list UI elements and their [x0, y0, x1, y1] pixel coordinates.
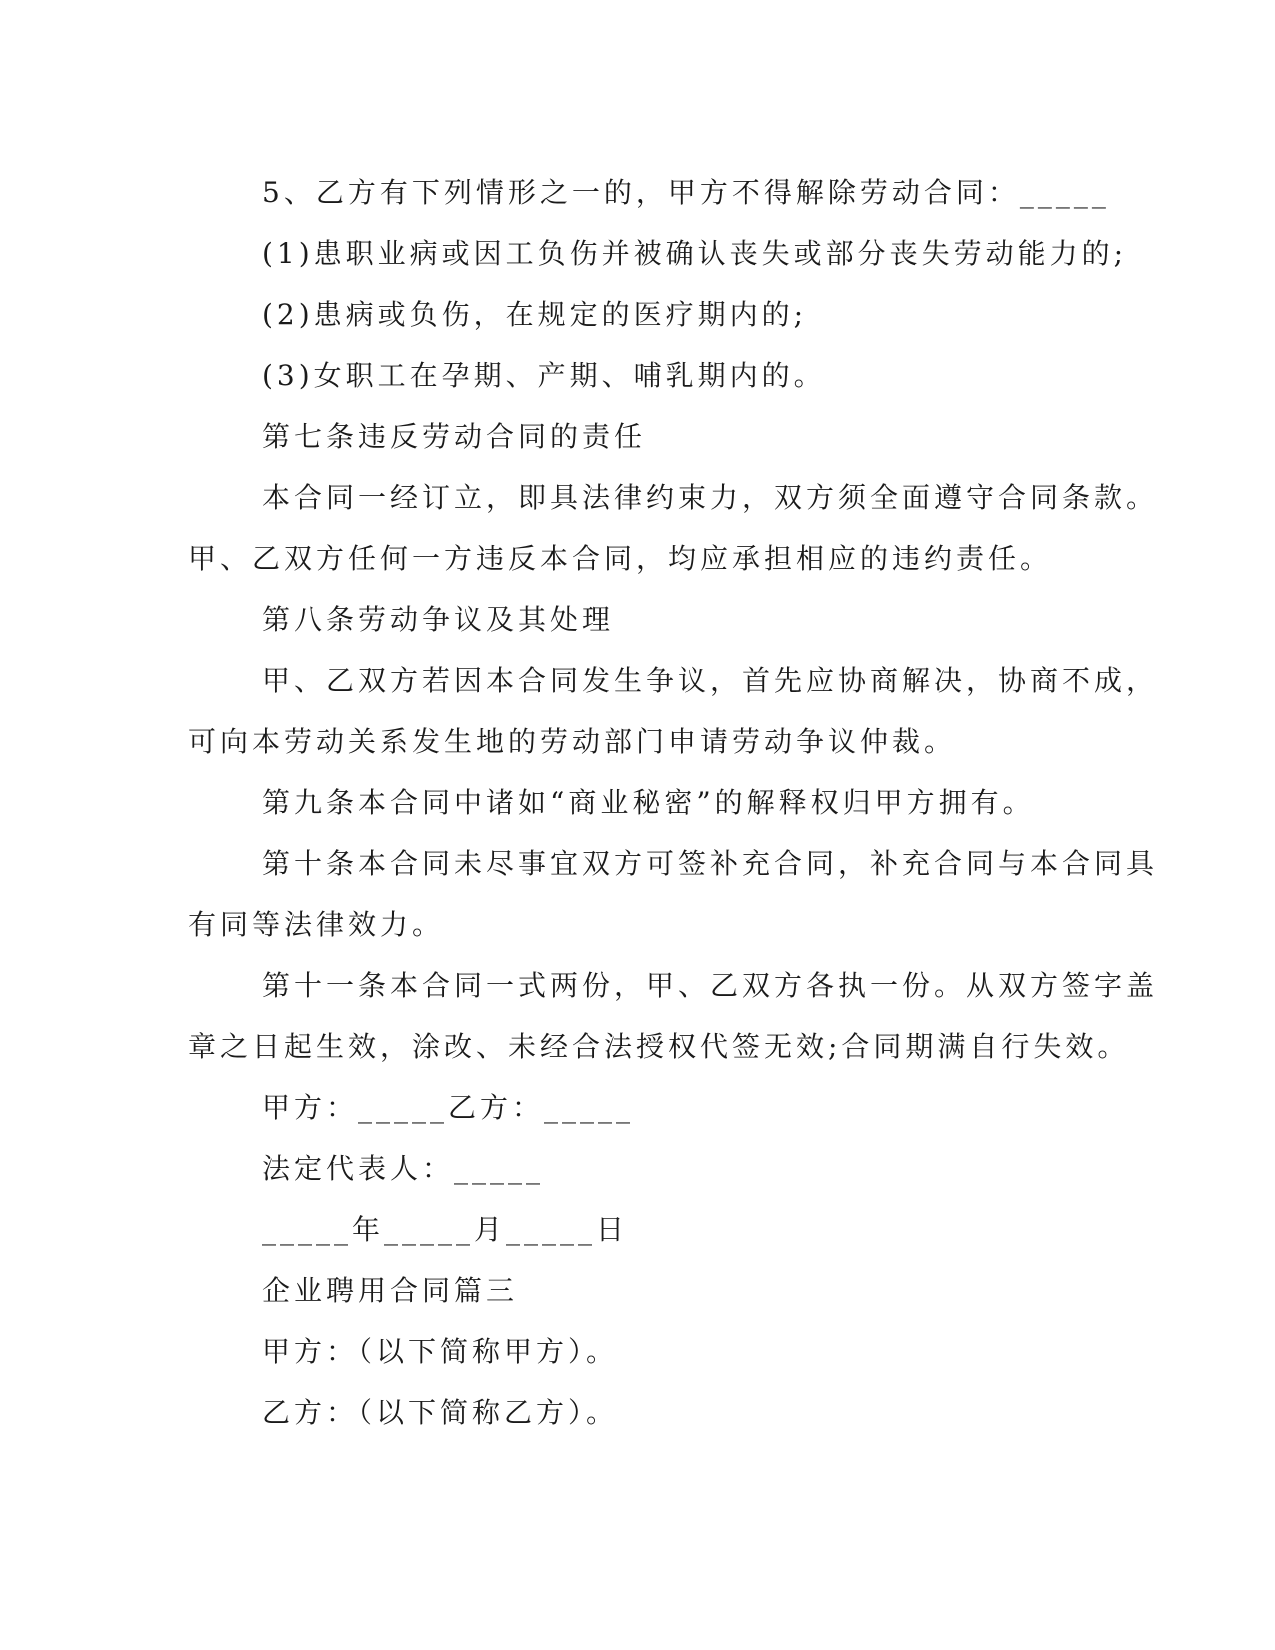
article-8-title: 第八条劳动争议及其处理: [262, 603, 615, 636]
party-b: 乙方：（以下简称乙方）。: [262, 1396, 619, 1429]
clause-5-item-1: (1)患职业病或因工负伤并被确认丧失或部分丧失劳动能力的;: [262, 237, 1128, 270]
signature-date: _____年_____月_____日: [262, 1213, 629, 1246]
article-9: 第九条本合同中诸如“商业秘密”的解释权归甲方拥有。: [262, 786, 1035, 819]
article-8-body-line-2: 可向本劳动关系发生地的劳动部门申请劳动争议仲裁。: [188, 725, 957, 758]
document-body: [188, 162, 1159, 1443]
clause-5-item-3: (3)女职工在孕期、产期、哺乳期内的。: [262, 359, 826, 392]
article-7-body-line-2: 甲、乙双方任何一方违反本合同，均应承担相应的违约责任。: [188, 542, 1053, 575]
article-10-line-2: 有同等法律效力。: [188, 908, 445, 941]
article-11-line-1: 第十一条本合同一式两份，甲、乙双方各执一份。从双方签字盖: [262, 969, 1159, 1002]
section-title: 企业聘用合同篇三: [262, 1274, 519, 1307]
article-7-title: 第七条违反劳动合同的责任: [262, 420, 647, 453]
clause-5-item-2: (2)患病或负伤，在规定的医疗期内的;: [262, 298, 808, 331]
legal-representative: 法定代表人：_____: [262, 1152, 545, 1185]
article-8-body-line-1: 甲、乙双方若因本合同发生争议，首先应协商解决，协商不成，: [262, 664, 1159, 697]
article-7-body-line-1: 本合同一经订立，即具法律约束力，双方须全面遵守合同条款。: [262, 481, 1159, 514]
article-10-line-1: 第十条本合同未尽事宜双方可签补充合同，补充合同与本合同具: [262, 847, 1159, 880]
party-a: 甲方：（以下简称甲方）。: [262, 1335, 619, 1368]
signature-parties: 甲方：_____乙方：_____: [262, 1091, 635, 1124]
clause-5-heading: 5、乙方有下列情形之一的，甲方不得解除劳动合同：_____: [262, 176, 1110, 209]
article-11-line-2: 章之日起生效，涂改、未经合法授权代签无效;合同期满自行失效。: [188, 1030, 1130, 1063]
